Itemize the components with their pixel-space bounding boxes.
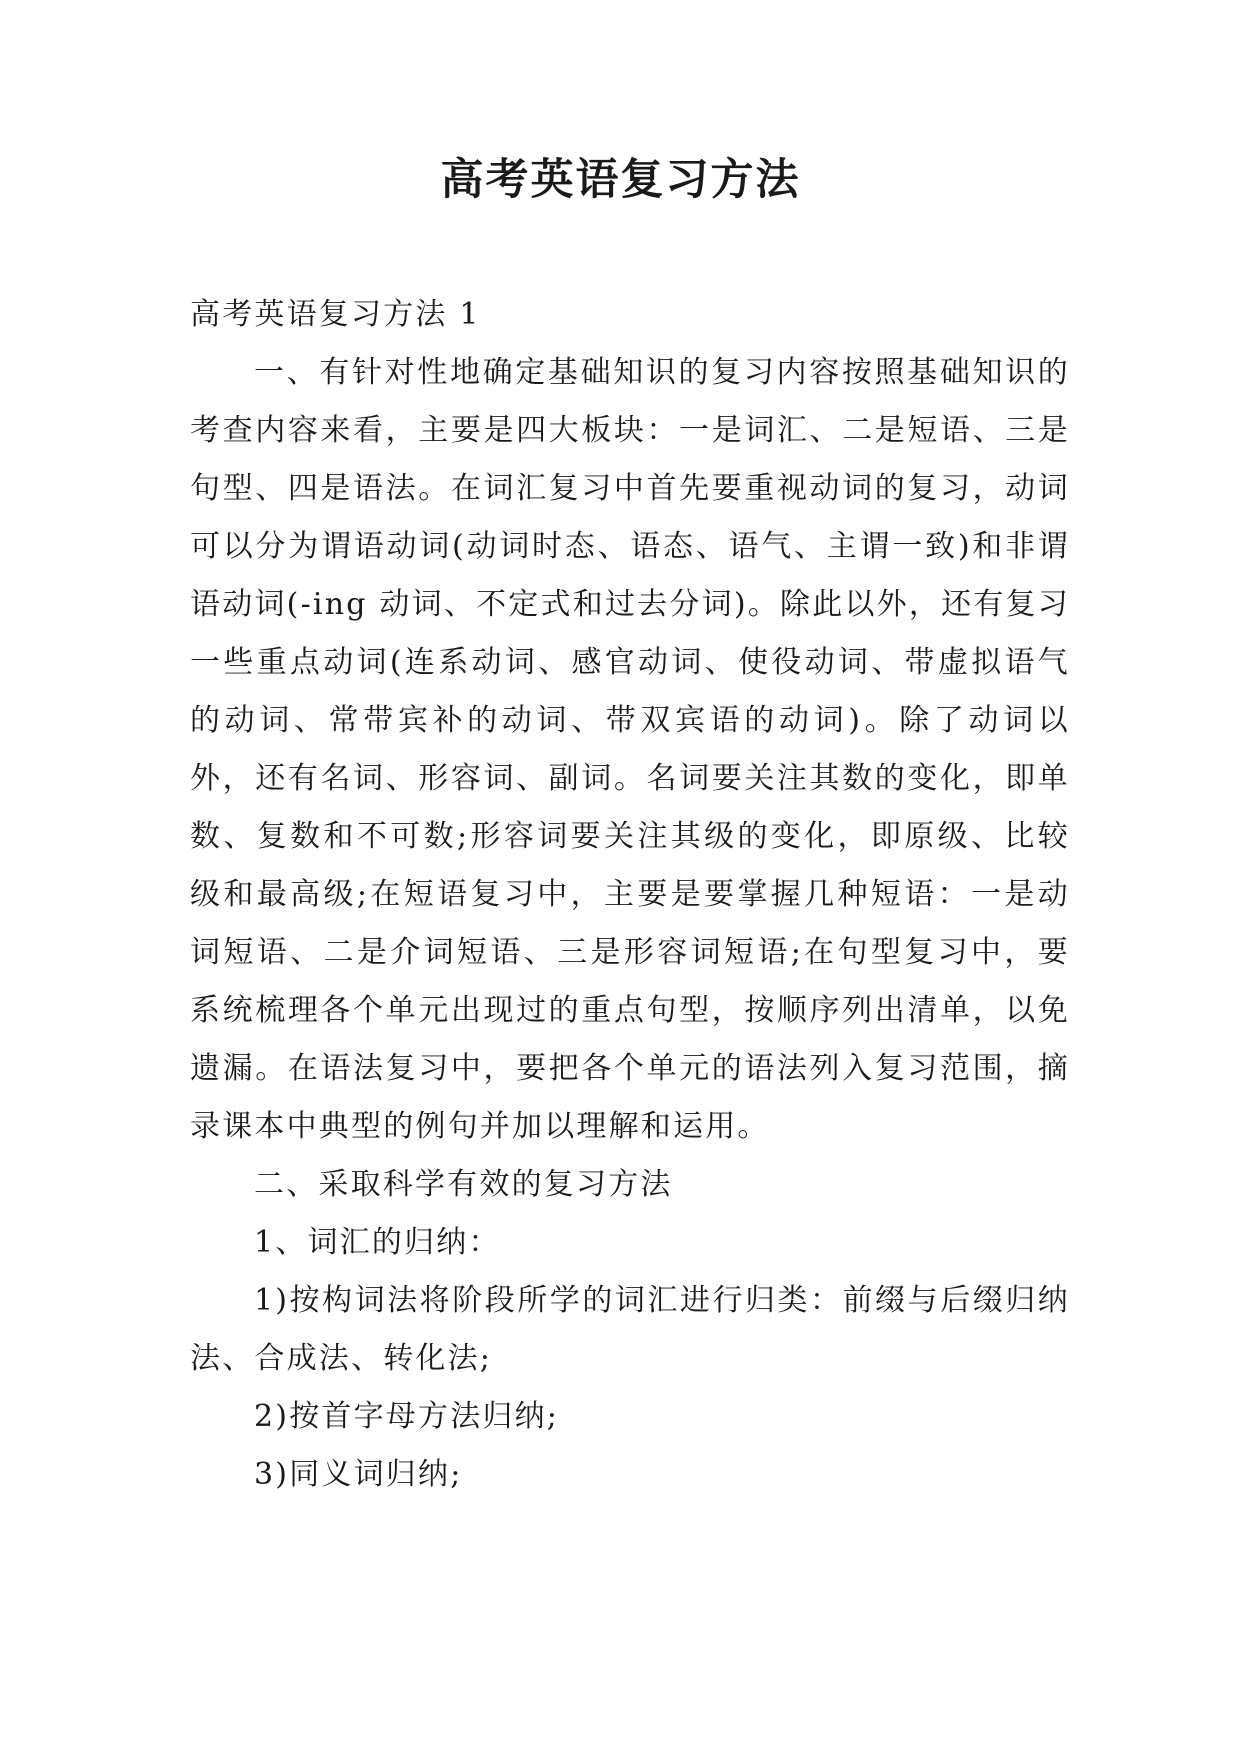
section-heading: 高考英语复习方法 1 <box>190 297 481 332</box>
document-body <box>190 286 1070 1504</box>
paragraph-word-formation: 1)按构词法将阶段所学的词汇进行归类：前缀与后缀归纳法、合成法、转化法; <box>190 1283 1070 1376</box>
paragraph-basic-knowledge: 一、有针对性地确定基础知识的复习内容按照基础知识的考查内容来看，主要是四大板块：一是词汇、二是短语、三是句型、四是语法。在词汇复习中首先要重视动词的复习，动词可以分为谓语动词(动词时态、语态、语气、主谓一致)和非谓语动词(-ing 动词、不定式和过去分词)。除此以外，还有复习一些重点动词(连系动词、感官动词、使役动词、带虚拟语气的动词、常带宾补的动词、带双宾语的动词)。除了动词以外，还有名词、形容词、副词。名词要关注其数的变化，即单数、复数和不可数;形容词要关注其级的变化，即原级、比较级和最高级;在短语复习中，主要是要掌握几种短语：一是动词短语、二是介词短语、三是形容词短语;在句型复习中，要系统梳理各个单元出现过的重点句型，按顺序列出清单，以免遗漏。在语法复习中，要把各个单元的语法列入复习范围，摘录课本中典型的例句并加以理解和运用。 <box>190 355 1070 1144</box>
paragraph-synonyms: 3)同义词归纳; <box>254 1457 463 1492</box>
document-title: 高考英语复习方法 <box>440 155 801 205</box>
paragraph-vocabulary-heading: 1、词汇的归纳： <box>254 1225 501 1260</box>
paragraph-method-heading: 二、采取科学有效的复习方法 <box>254 1167 673 1202</box>
paragraph-initial-letter: 2)按首字母方法归纳; <box>254 1399 560 1434</box>
